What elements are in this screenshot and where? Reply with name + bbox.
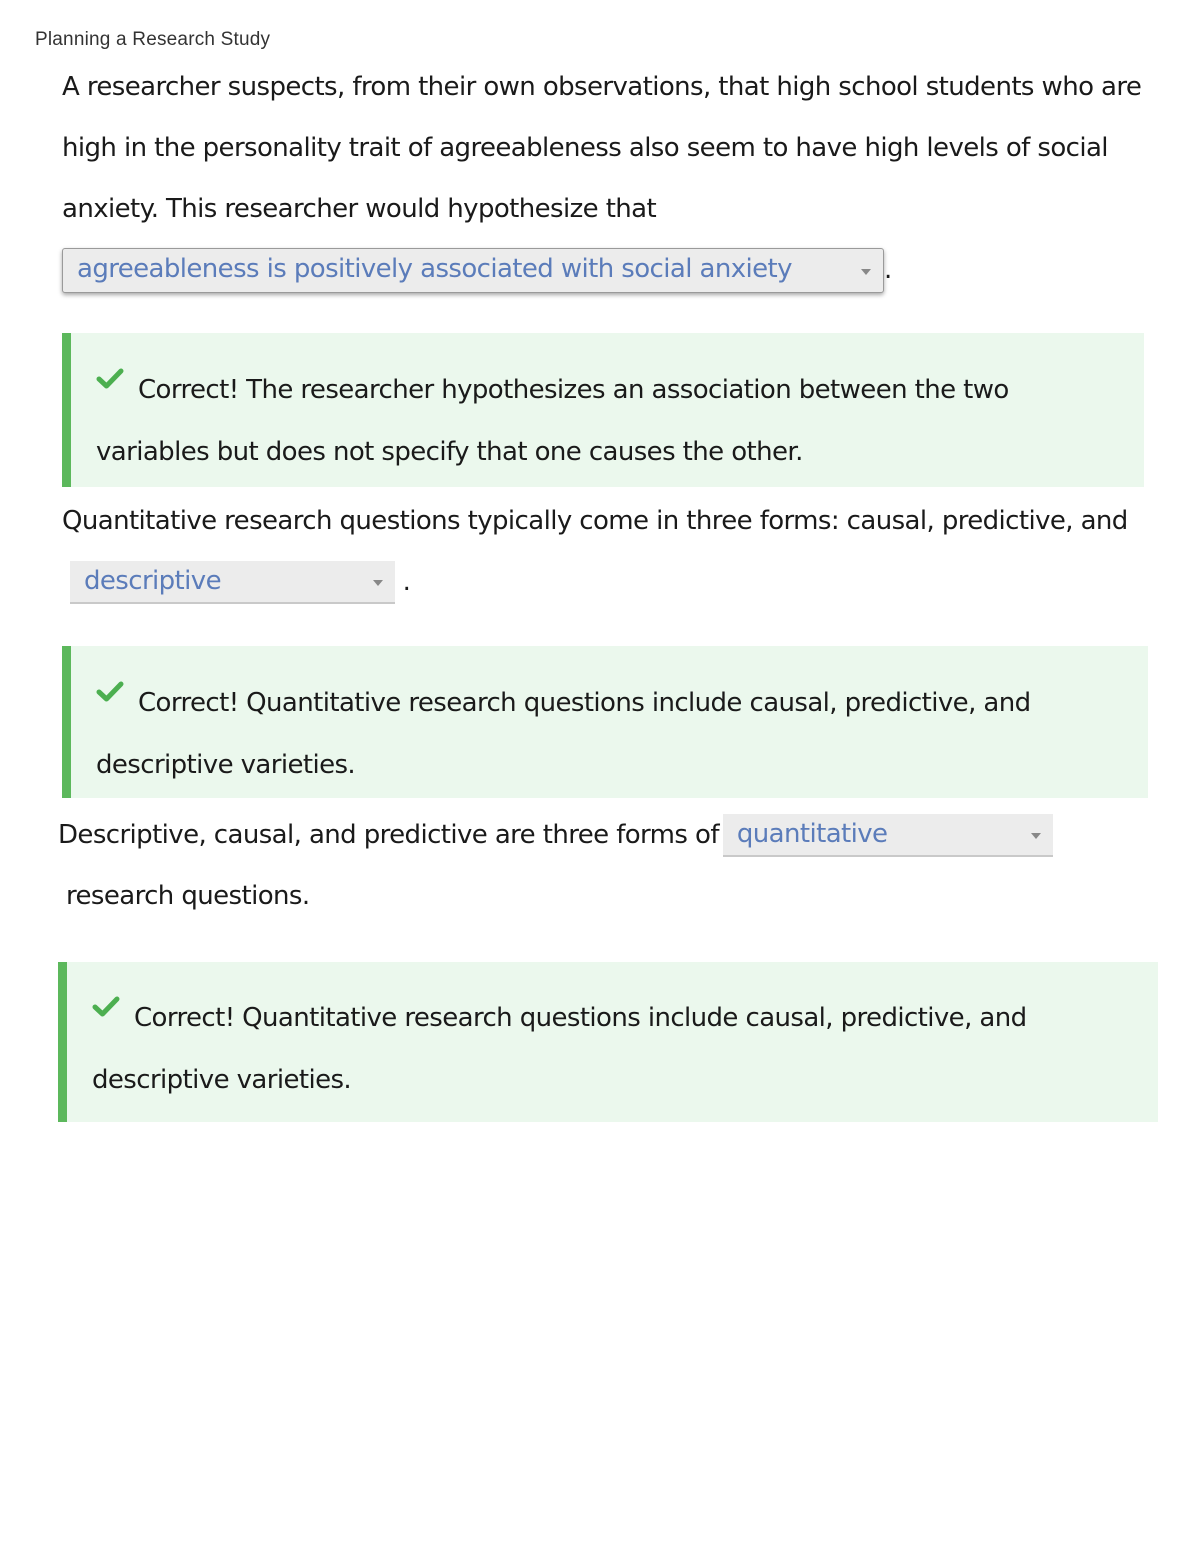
chevron-down-icon <box>861 269 871 275</box>
checkmark-icon <box>92 996 122 1020</box>
answer-dropdown-3-value: quantitative <box>736 819 888 849</box>
question-2 <box>62 491 1152 613</box>
question-1 <box>62 57 1152 301</box>
checkmark-icon <box>96 681 126 705</box>
question-3-text: Descriptive, causal, and predictive are three forms of <box>58 820 719 850</box>
feedback-2-text: Correct! Quantitative research questions include causal, predictive, and descriptive varieties. <box>96 688 1031 780</box>
answer-dropdown-1[interactable] <box>62 248 884 293</box>
chevron-down-icon <box>373 580 383 586</box>
question-3-suffix: research questions. <box>66 881 310 911</box>
page-header-title: Planning a Research Study <box>35 29 271 50</box>
answer-dropdown-1-value: agreeableness is positively associated with social anxiety <box>77 254 792 284</box>
question-1-text: A researcher suspects, from their own observations, that high school students who are high in the personality trait of agreeableness also seem to have high levels of social anxiety. This researcher would hypothesize that <box>62 72 1142 224</box>
feedback-panel-2 <box>62 646 1148 798</box>
answer-dropdown-3[interactable] <box>723 814 1053 857</box>
feedback-3-text: Correct! Quantitative research questions include causal, predictive, and descriptive varieties. <box>92 1003 1027 1095</box>
question-2-suffix: . <box>402 567 411 597</box>
answer-dropdown-2-value: descriptive <box>84 566 221 596</box>
question-3 <box>58 805 1158 927</box>
question-1-suffix: . <box>884 255 892 285</box>
feedback-panel-3 <box>58 962 1158 1122</box>
answer-dropdown-2[interactable] <box>70 561 395 604</box>
checkmark-icon <box>96 368 126 392</box>
question-2-text: Quantitative research questions typically come in three forms: causal, predictive, and <box>62 506 1128 536</box>
chevron-down-icon <box>1031 833 1041 839</box>
feedback-panel-1 <box>62 333 1144 487</box>
feedback-1-text: Correct! The researcher hypothesizes an association between the two variables but does not specify that one causes the other. <box>96 375 1009 467</box>
